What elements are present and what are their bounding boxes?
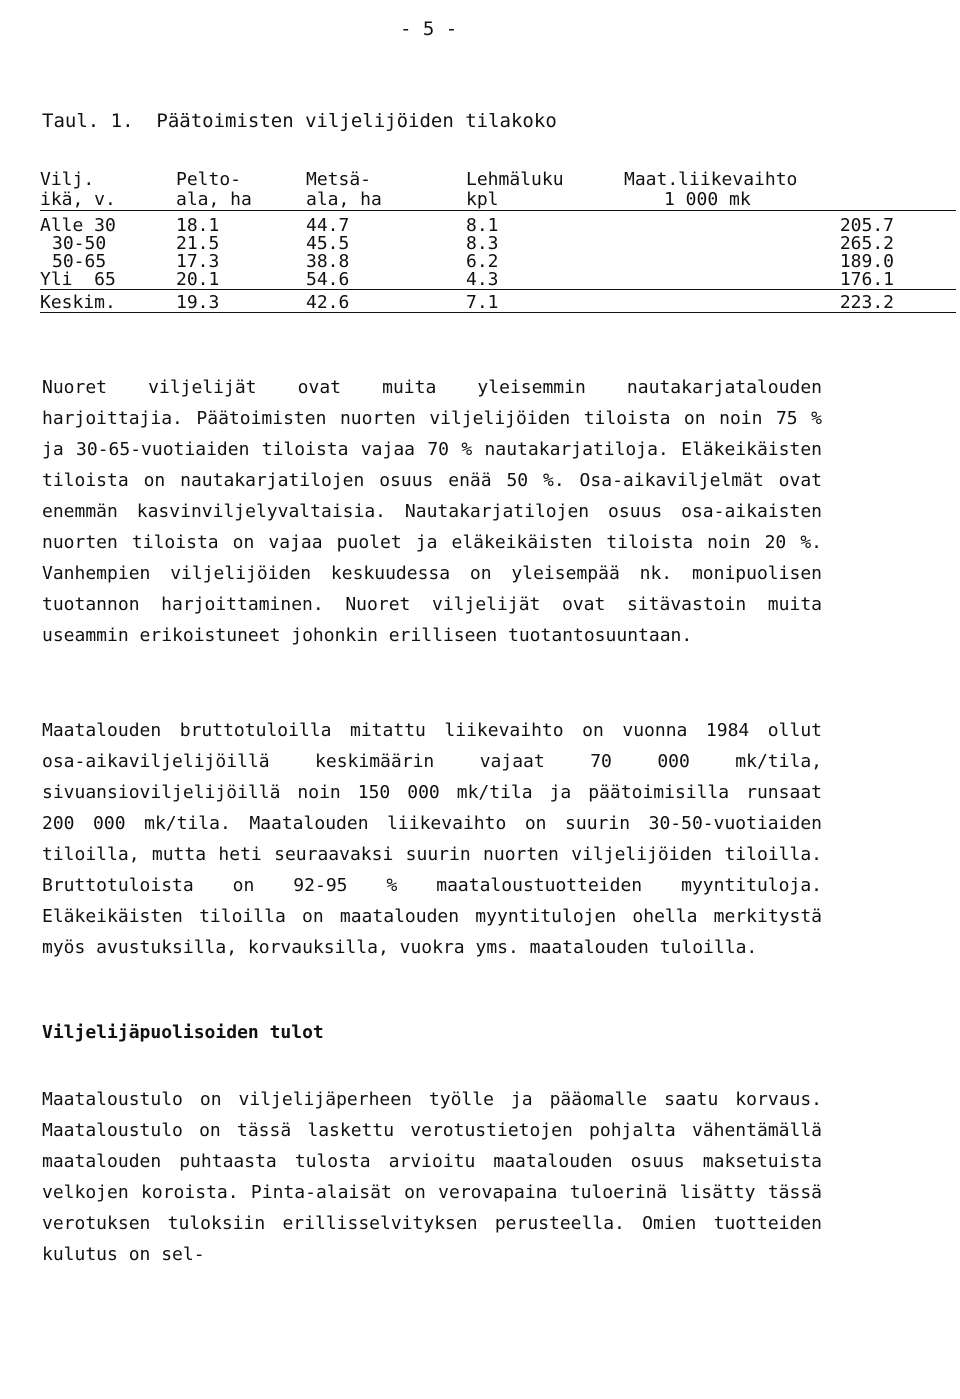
table-cell: Yli 65 (40, 271, 170, 290)
table-title: Taul. 1. Päätoimisten viljelijöiden tilakoko (42, 110, 557, 132)
table-cell: 19.3 (170, 290, 296, 313)
table-cell: 50-65 (52, 251, 107, 272)
table-cell: 189.0 (839, 251, 894, 272)
table-cell: 8.1 (466, 215, 499, 236)
table-cell: 205.7 (839, 215, 894, 236)
header-cell: 1 000 mk (596, 190, 956, 211)
table-cell: 176.1 (596, 271, 956, 290)
header-cell: Maat.liikevaihto (624, 169, 798, 190)
table-header-row (40, 190, 956, 211)
farm-size-table (40, 170, 956, 313)
header-cell: Metsä- (306, 169, 372, 190)
paragraph-young-farmers: Nuoret viljelijät ovat muita yleisemmin nautakarjatalouden harjoittajia. Päätoimisten nuorten viljelijöiden tiloista on noin 75 % ja 30-65-vuotiaiden tiloista vajaa 70 % nautakarjatiloja. Eläkeikäisten tiloista on nautakarjatilojen osuus enää 50 %. Osa-aikaviljelmät ovat enemmän kasvinviljelyvaltaisia. Nautakarjatilojen osuus osa-aikaisten nuorten tiloista on vajaa puolet ja eläkeikäisten tiloista noin 20 %. Vanhempien viljelijöiden keskuudessa on yleisempää nk. monipuolisen tuotannon harjoittaminen. Nuoret viljelijät ovat sitävastoin muita useammin erikoistuneet johonkin erilliseen tuotantosuuntaan. (42, 377, 822, 646)
table-cell: 21.5 (176, 233, 220, 254)
table-cell: 17.3 (176, 251, 220, 272)
table-cell: 18.1 (176, 215, 220, 236)
header-cell: Lehmäluku (466, 169, 564, 190)
table-header-row (40, 170, 956, 190)
header-cell: Pelto- (176, 169, 242, 190)
table-row (40, 271, 956, 290)
paragraph-agricultural-income: Maataloustulo on viljelijäperheen työlle ja pääomalle saatu korvaus. Maataloustulo on tässä laskettu verotustietojen pohjalta vähentämällä maatalouden puhtaasta tulosta arvioitu maatalouden osuus maksetuista velkojen koroista. Pinta-alaisät on verovapaina tuloerinä lisätty tässä verotuksen tuloksiin erillisselvityksen perusteella. Omien tuotteiden kulutus on sel- (42, 1089, 822, 1265)
page-number: - 5 - (400, 18, 458, 40)
table-cell: 38.8 (306, 251, 350, 272)
header-cell: kpl (436, 190, 596, 211)
table-cell: 4.3 (436, 271, 596, 290)
paragraph-turnover: Maatalouden bruttotuloilla mitattu liikevaihto on vuonna 1984 ollut osa-aikaviljelijöillä keskimäärin vajaat 70 000 mk/tila, sivuansioviljelijöillä noin 150 000 mk/tila ja päätoimisilla runsaat 200 000 mk/tila. Maatalouden liikevaihto on suurin 30-50-vuotiaiden tiloilla, mutta heti seuraavaksi suurin nuorten viljelijöiden tiloilla. Bruttotuloista on 92-95 % maataloustuotteiden myyntituloja. Eläkeikäisten tiloilla on maatalouden myyntitulojen ohella merkitystä myös avustuksilla, korvauksilla, vuokra yms. maatalouden tuloilla. (42, 720, 822, 958)
section-heading: Viljelijäpuolisoiden tulot (42, 1022, 324, 1043)
header-cell: ala, ha (296, 190, 436, 211)
table-cell: Keskim. (40, 290, 170, 313)
header-cell: ikä, v. (40, 190, 170, 211)
table-cell: 265.2 (839, 233, 894, 254)
table-cell: 45.5 (306, 233, 350, 254)
header-cell: Vilj. (40, 169, 95, 190)
table-cell: 42.6 (296, 290, 436, 313)
table-cell: 44.7 (306, 215, 350, 236)
table-cell: 20.1 (170, 271, 296, 290)
table-row (40, 211, 956, 236)
table-cell: 223.2 (596, 290, 956, 313)
table-cell: 54.6 (296, 271, 436, 290)
table-cell: 7.1 (436, 290, 596, 313)
table-total-row (40, 290, 956, 313)
header-cell: ala, ha (170, 190, 296, 211)
table-cell: 6.2 (466, 251, 499, 272)
table-cell: Alle 30 (40, 215, 116, 236)
table-cell: 8.3 (466, 233, 499, 254)
table-cell: 30-50 (52, 233, 107, 254)
